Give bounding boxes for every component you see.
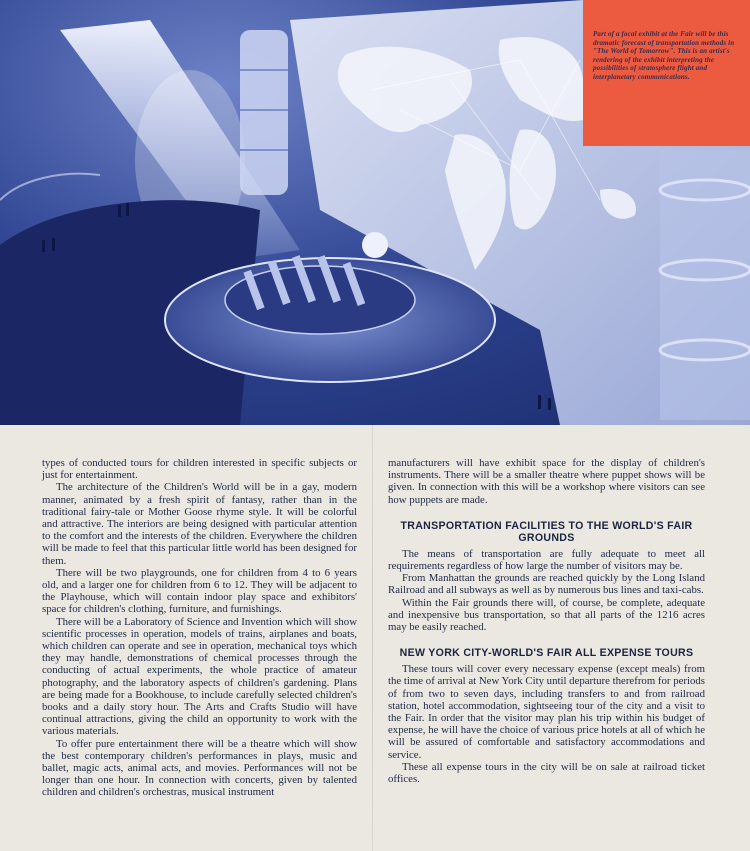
section-heading-transportation: TRANSPORTATION FACILITIES TO THE WORLD'S FAIR GROUNDS <box>400 519 693 544</box>
paragraph: There will be a Laboratory of Science and Invention which will show scientific processes in operation, models of trains, airplanes and boats, which children can operate and see in operation, mechanical toys which they may handle, demonstrations of chemical processes through the conducting of actual experiments, the whole practice of amateur photography, and the laboratory aspects of children's gardening. Plans are being made for a Bookhouse, to include carefully selected children's books and a daily story hour. The Arts and Crafts Studio will have continual attractions, giving the child an opportunity to work with the various materials. <box>42 615 357 738</box>
text-columns <box>0 425 750 851</box>
paragraph: The means of transportation are fully adequate to meet all requirements regardless of how large the number of visitors may be. <box>388 547 705 573</box>
paragraph: manufacturers will have exhibit space for the display of children's instruments. There will be a smaller theatre where puppet shows will be given. In connection with this will be a workshop where visitors can see how puppets are made. <box>388 457 705 506</box>
paragraph: From Manhattan the grounds are reached quickly by the Long Island Railroad and all subways as well as by numerous bus lines and taxi-cabs. <box>388 572 705 597</box>
paragraph: Within the Fair grounds there will, of course, be complete, adequate and inexpensive bus transportation, so that all parts of the 1216 acres may be easily reached. <box>388 596 705 634</box>
right-column <box>388 457 705 785</box>
paragraph: types of conducted tours for children interested in specific subjects or just for entertainment. <box>42 457 357 482</box>
paragraph: To offer pure entertainment there will be a theatre which will show the best contemporary children's performances in plays, music and ballet, magic acts, animal acts, and movies. Performances will not be longer than one hour. In connection with concerts, given by talented children and children's orchestras, musical instrument <box>42 737 357 799</box>
exhibit-caption: Part of a focal exhibit at the Fair will be this dramatic forecast of transportation methods in "The World of Tomorrow". This is an artist's rendering of the exhibit interpreting the possibilities of stratosphere flight and interplanetary communications. <box>593 30 735 81</box>
paragraph: There will be two playgrounds, one for children from 4 to 6 years old, and a larger one for children from 6 to 12. They will be adjacent to the Playhouse, which will contain indoor play space and exhibitors' space for children's clothing, furniture, and furnishings. <box>42 566 357 616</box>
exhibit-illustration <box>0 0 750 425</box>
left-column <box>42 457 357 799</box>
paragraph: The architecture of the Children's World will be in a gay, modern manner, animated by a fresh spirit of fantasy, rather than in the traditional fairy-tale or Mother Goose rhyme style. It will be colorful and attractive. The interiors are being designed with particular attention to the comfort and the interests of the children. Everywhere the children will be made to feel that this particular little world has been designed for them. <box>42 481 357 567</box>
paragraph: These tours will cover every necessary expense (except meals) from the time of arrival at New York City until departure therefrom for periods of from two to seven days, including transfers to and from railroad station, hotel accommodation, sightseeing tour of the city and a visit to the Fair. In order that the visitor may plan his trip within his budget of expense, he will have the choice of various price hotels at all of which he will be assured of comfortable and satisfactory accommodations and service. <box>388 663 705 761</box>
column-divider <box>372 425 373 851</box>
paragraph: These all expense tours in the city will be on sale at railroad ticket offices. <box>388 760 705 786</box>
section-heading-all-expense-tours: NEW YORK CITY-WORLD'S FAIR ALL EXPENSE TOURS <box>399 647 694 660</box>
exhibit-caption-box <box>583 0 750 146</box>
